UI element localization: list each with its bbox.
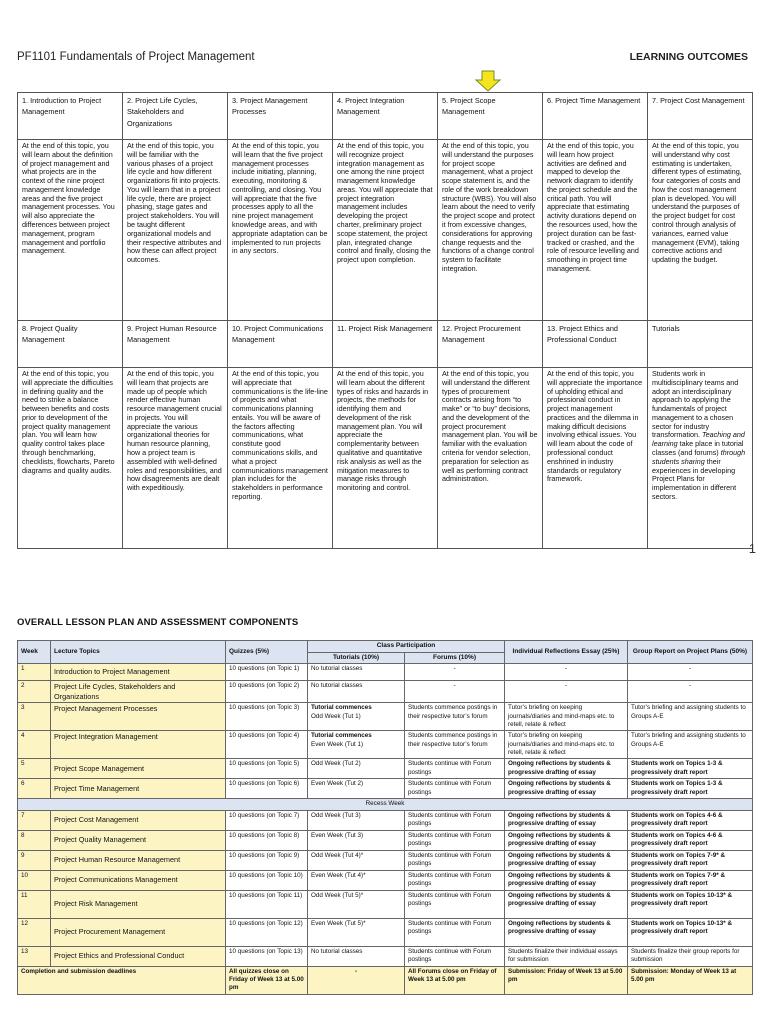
topic-description: At the end of this topic, you will appreciate the importance of upholding ethical and professional conduct in project management practices and the dilemma in making difficult decisions involving ethical issues. You will learn about the code of professional conduct enshrined in industry standards or regulatory framework. — [543, 368, 648, 549]
tutorial-note: No tutorial classes — [311, 665, 363, 673]
recess-row — [18, 799, 753, 810]
topic-description-row — [18, 140, 753, 321]
group-cell: Tutor’s briefing and assigning students to Groups A-E — [628, 703, 753, 731]
topic-heading: 7. Project Cost Management — [648, 93, 753, 140]
topic-heading: 10. Project Communications Management — [228, 321, 333, 368]
topic-heading: 2. Project Life Cycles, Stakeholders and Organizations — [123, 93, 228, 140]
week-number: 10 — [18, 870, 51, 890]
tutorials-text: their experiences in developing Project Plans for implementation in different sectors. — [652, 456, 737, 501]
lecture-topic: Project Scope Management — [51, 759, 226, 779]
tutorial-note: No tutorial classes — [311, 682, 363, 690]
table-row — [18, 664, 753, 681]
topic-description: At the end of this topic, you will learn how project activities are defined and mapped to develop the network diagram to identify the project schedule and the critical path. You will appreciate that estimating activity durations depend on the resources used, how the project duration can be fast-tracked or crashed, and the role of resource levelling and smoothing in project time management. — [543, 140, 648, 321]
essay-cell: Ongoing reflections by students & progressive drafting of essay — [505, 759, 628, 779]
forum-cell: Students continue with Forum postings — [405, 779, 505, 799]
deadlines-row — [18, 966, 753, 994]
essay-cell: Students finalize their individual essays for submission — [505, 946, 628, 966]
essay-cell: Ongoing reflections by students & progressive drafting of essay — [505, 810, 628, 830]
essay-cell: Ongoing reflections by students & progressive drafting of essay — [505, 870, 628, 890]
header-week: Week — [18, 641, 51, 664]
table-row — [18, 830, 753, 850]
lecture-topic: Project Procurement Management — [51, 918, 226, 946]
tutorials-description — [648, 368, 753, 549]
group-cell: Students finalize their group reports for submission — [628, 946, 753, 966]
topic-heading: 3. Project Management Processes — [228, 93, 333, 140]
essay-cell: Ongoing reflections by students & progressive drafting of essay — [505, 830, 628, 850]
tutorial-note: Even Week (Tut 2) — [311, 780, 364, 788]
essay-cell: Ongoing reflections by students & progressive drafting of essay — [505, 890, 628, 918]
quiz-cell: 10 questions (on Topic 3) — [226, 703, 308, 731]
week-number: 6 — [18, 779, 51, 799]
tutorial-cell: Odd Week (Tut 3) — [308, 810, 405, 830]
table-row — [18, 946, 753, 966]
lesson-plan-title: OVERALL LESSON PLAN AND ASSESSMENT COMPONENTS — [17, 617, 299, 628]
header-lecture-topics: Lecture Topics — [51, 641, 226, 664]
quiz-cell: 10 questions (on Topic 8) — [226, 830, 308, 850]
lecture-topic: Project Communications Management — [51, 870, 226, 890]
tutorial-cell: Even Week (Tut 3) — [308, 830, 405, 850]
forum-cell: Students continue with Forum postings — [405, 918, 505, 946]
topic-description: At the end of this topic, you will recognize project integration management as one among the nine project management knowledge areas. You will appreciate that project integration management includes developing the project charter, preliminary project scope statement, the project plan, integrated change control and finally, closing the project upon completion. — [333, 140, 438, 321]
topic-description: At the end of this topic, you will understand the different types of procurement contracts arising from “to make” or “to buy” decisions, and the development of the project procurement management plan. You will be familiar with the evaluation criteria for vendor selection, preparation for selection as well as performing contract administration. — [438, 368, 543, 549]
quiz-cell: 10 questions (on Topic 6) — [226, 779, 308, 799]
group-cell: Students work on Topics 1-3 & progressively draft report — [628, 759, 753, 779]
deadlines-label: Completion and submission deadlines — [18, 966, 226, 994]
essay-cell: Ongoing reflections by students & progressive drafting of essay — [505, 918, 628, 946]
table-row — [18, 870, 753, 890]
recess-week-label: Recess Week — [18, 799, 753, 810]
topic-description: At the end of this topic, you will understand the purposes for project scope management, what a project scope statement is, and the role of the work breakdown structure (WBS). You will also learn about the need to verify the project scope and protect it from excessive changes, considerations for approving change requests and the functions of a change control system to facilitate integration. — [438, 140, 543, 321]
week-number: 7 — [18, 810, 51, 830]
quiz-deadline: All quizzes close on Friday of Week 13 at 5.00 pm — [226, 966, 308, 994]
lecture-topic: Project Management Processes — [51, 703, 226, 731]
tutorial-note: Odd Week (Tut 2) — [311, 760, 361, 768]
forum-deadline: All Forums close on Friday of Week 13 at 5.00 pm — [405, 966, 505, 994]
lecture-topic: Introduction to Project Management — [51, 664, 226, 681]
tutorial-cell — [308, 664, 405, 681]
topic-heading: 13. Project Ethics and Professional Conduct — [543, 321, 648, 368]
table-row — [18, 703, 753, 731]
essay-cell: Tutor’s briefing on keeping journals/diaries and mind-maps etc. to retell, relate & reflect — [505, 731, 628, 759]
tutorial-commences: Tutorial commences — [311, 732, 372, 740]
tutorial-note: Odd Week (Tut 1) — [311, 712, 361, 720]
table-row — [18, 779, 753, 799]
essay-cell: - — [505, 681, 628, 703]
topic-heading: 5. Project Scope Management — [438, 93, 543, 140]
lecture-topic: Project Life Cycles, Stakeholders and Organizations — [51, 681, 226, 703]
group-cell: Students work on Topics 4-6 & progressively draft report — [628, 810, 753, 830]
tutorial-cell — [308, 779, 405, 799]
tutorials-emphasis: through students sharing — [652, 448, 746, 466]
lecture-topic: Project Ethics and Professional Conduct — [51, 946, 226, 966]
learning-outcomes-table — [17, 92, 753, 549]
forum-cell: Students continue with Forum postings — [405, 890, 505, 918]
lesson-plan-table — [17, 640, 753, 995]
week-number: 9 — [18, 850, 51, 870]
topic-description: At the end of this topic, you will be familiar with the various phases of a project life cycle and how different organizations fit into projects. You will learn that in a project life cycle, there are project phasing, stage gates and project stakeholders. You will be taught different organizational models and their respective attributes and how these can affect project outcomes. — [123, 140, 228, 321]
quiz-cell: 10 questions (on Topic 5) — [226, 759, 308, 779]
topic-heading-row — [18, 93, 753, 140]
topic-heading: 1. Introduction to Project Management — [18, 93, 123, 140]
topic-description: At the end of this topic, you will appreciate that communications is the life-line of projects and what communications planning entails. You will be aware of the factors affecting communications, what constitute good communications skills, and what a project communications management plan includes for the stakeholders in performance reporting. — [228, 368, 333, 549]
topic-description: At the end of this topic, you will learn that projects are made up of people which render effective human resource management crucial in projects. You will appreciate the various organizational theories for human resource planning, how a project team is assembled with well-defined roles and responsibilities, and how disagreements are dealt with expeditiously. — [123, 368, 228, 549]
essay-cell: Ongoing reflections by students & progressive drafting of essay — [505, 779, 628, 799]
essay-cell: Tutor’s briefing on keeping journals/diaries and mind-maps etc. to retell, relate & reflect — [505, 703, 628, 731]
essay-cell: - — [505, 664, 628, 681]
quiz-cell: 10 questions (on Topic 11) — [226, 890, 308, 918]
tutorial-deadline: - — [308, 966, 405, 994]
lecture-topic: Project Cost Management — [51, 810, 226, 830]
week-number: 4 — [18, 731, 51, 759]
header-tutorials: Tutorials (10%) — [308, 652, 405, 664]
topic-heading: 11. Project Risk Management — [333, 321, 438, 368]
tutorial-note: Even Week (Tut 1) — [311, 740, 364, 748]
quiz-cell: 10 questions (on Topic 2) — [226, 681, 308, 703]
group-cell: - — [628, 664, 753, 681]
quiz-cell: 10 questions (on Topic 12) — [226, 918, 308, 946]
forum-cell: Students continue with Forum postings — [405, 870, 505, 890]
quiz-cell: 10 questions (on Topic 1) — [226, 664, 308, 681]
quiz-cell: 10 questions (on Topic 9) — [226, 850, 308, 870]
down-arrow-icon — [474, 70, 502, 92]
page-number: 1 — [748, 541, 756, 556]
tutorial-cell — [308, 731, 405, 759]
forum-cell: Students continue with Forum postings — [405, 830, 505, 850]
topic-heading: 4. Project Integration Management — [333, 93, 438, 140]
forum-cell: Students continue with Forum postings — [405, 946, 505, 966]
table-row — [18, 810, 753, 830]
header-forums: Forums (10%) — [405, 652, 505, 664]
topic-description: At the end of this topic, you will understand why cost estimating is undertaken, different types of estimating, four categories of costs and how the cost management plan is developed. You will understand the purposes of the project budget for cost control through analysis of variances, earned value management (EVM), taking corrective actions and updating the budget. — [648, 140, 753, 321]
lecture-topic: Project Quality Management — [51, 830, 226, 850]
lecture-topic: Project Integration Management — [51, 731, 226, 759]
tutorials-heading: Tutorials — [648, 321, 753, 368]
group-cell: Students work on Topics 10-13* & progressively draft report — [628, 918, 753, 946]
topic-description: At the end of this topic, you will appreciate the difficulties in defining quality and the need to strike a balance between benefits and costs prior to development of the project quality management plan. You will learn how quality control takes place through benchmarking, checklists, flowcharts, Pareto diagrams and quality audits. — [18, 368, 123, 549]
header-group-report: Group Report on Project Plans (50%) — [628, 641, 753, 664]
week-number: 12 — [18, 918, 51, 946]
essay-deadline: Submission: Friday of Week 13 at 5.00 pm — [505, 966, 628, 994]
topic-description: At the end of this topic, you will learn about the different types of risks and hazards in projects, the methods for identifying them and development of the risk management plan. You will appreciate the complementarity between qualitative and quantitative risk analysis as well as the mitigation measures to manage risks through monitoring and control. — [333, 368, 438, 549]
forum-cell: Students continue with Forum postings — [405, 850, 505, 870]
quiz-cell: 10 questions (on Topic 4) — [226, 731, 308, 759]
topic-description: At the end of this topic, you will learn that the five project management processes include initiating, planning, executing, monitoring & controlling, and closing. You will appreciate that the five processes apply to all the nine project management knowledge areas, and with appropriate adaptation can be implemented to run projects in any sectors. — [228, 140, 333, 321]
group-cell: Students work on Topics 1-3 & progressively draft report — [628, 779, 753, 799]
table-row — [18, 759, 753, 779]
week-number: 8 — [18, 830, 51, 850]
forum-cell: - — [405, 681, 505, 703]
quiz-cell: 10 questions (on Topic 13) — [226, 946, 308, 966]
week-number: 11 — [18, 890, 51, 918]
table-row — [18, 681, 753, 703]
group-cell: Students work on Topics 7-9* & progressively draft report — [628, 870, 753, 890]
lecture-topic: Project Risk Management — [51, 890, 226, 918]
week-number: 5 — [18, 759, 51, 779]
quiz-cell: 10 questions (on Topic 10) — [226, 870, 308, 890]
section-label: LEARNING OUTCOMES — [629, 51, 748, 63]
document-title: PF1101 Fundamentals of Project Management — [17, 51, 255, 63]
table-row — [18, 918, 753, 946]
tutorial-cell — [308, 703, 405, 731]
table-row — [18, 850, 753, 870]
forum-cell: - — [405, 664, 505, 681]
topic-description: At the end of this topic, you will learn about the definition of project management and what projects are in the context of the nine project management knowledge areas and the five project management processes. You will also appreciate the differences between project management, program management and portfolio management. — [18, 140, 123, 321]
tutorials-text: take place in tutorial classes (and forums) — [652, 439, 744, 458]
topic-heading: 8. Project Quality Management — [18, 321, 123, 368]
header-essay: Individual Reflections Essay (25%) — [505, 641, 628, 664]
tutorial-cell: Even Week (Tut 5)* — [308, 918, 405, 946]
lecture-topic: Project Human Resource Management — [51, 850, 226, 870]
tutorials-text: Students work in multidisciplinary teams and adopt an interdisciplinary approach to applying the fundamentals of project management to a chosen sector for industry transformation. — [652, 369, 739, 440]
tutorial-cell: Even Week (Tut 4)* — [308, 870, 405, 890]
group-cell: Students work on Topics 10-13* & progressively draft report — [628, 890, 753, 918]
topic-heading: 9. Project Human Resource Management — [123, 321, 228, 368]
header-quizzes: Quizzes (5%) — [226, 641, 308, 664]
group-cell: Students work on Topics 4-6 & progressively draft report — [628, 830, 753, 850]
tutorials-emphasis: Teaching and learning — [652, 430, 745, 449]
tutorial-cell — [308, 681, 405, 703]
topic-heading-row — [18, 321, 753, 368]
header-class-participation: Class Participation — [308, 641, 505, 653]
group-deadline: Submission: Monday of Week 13 at 5.00 pm — [628, 966, 753, 994]
tutorial-cell — [308, 759, 405, 779]
tutorial-cell: Odd Week (Tut 4)* — [308, 850, 405, 870]
tutorial-cell: Odd Week (Tut 5)* — [308, 890, 405, 918]
forum-cell: Students commence postings in their respective tutor’s forum — [405, 731, 505, 759]
forum-cell: Students continue with Forum postings — [405, 759, 505, 779]
essay-cell: Ongoing reflections by students & progressive drafting of essay — [505, 850, 628, 870]
group-cell: Students work on Topics 7-9* & progressively draft report — [628, 850, 753, 870]
topic-heading: 6. Project Time Management — [543, 93, 648, 140]
topic-description-row — [18, 368, 753, 549]
forum-cell: Students continue with Forum postings — [405, 810, 505, 830]
week-number: 2 — [18, 681, 51, 703]
week-number: 13 — [18, 946, 51, 966]
week-number: 1 — [18, 664, 51, 681]
topic-heading: 12. Project Procurement Management — [438, 321, 543, 368]
forum-cell: Students commence postings in their respective tutor’s forum — [405, 703, 505, 731]
table-row — [18, 731, 753, 759]
week-number: 3 — [18, 703, 51, 731]
table-row — [18, 890, 753, 918]
group-cell: Tutor’s briefing and assigning students to Groups A-E — [628, 731, 753, 759]
header-row — [18, 641, 753, 653]
tutorial-cell: No tutorial classes — [308, 946, 405, 966]
group-cell: - — [628, 681, 753, 703]
quiz-cell: 10 questions (on Topic 7) — [226, 810, 308, 830]
lecture-topic: Project Time Management — [51, 779, 226, 799]
tutorial-commences: Tutorial commences — [311, 704, 372, 712]
